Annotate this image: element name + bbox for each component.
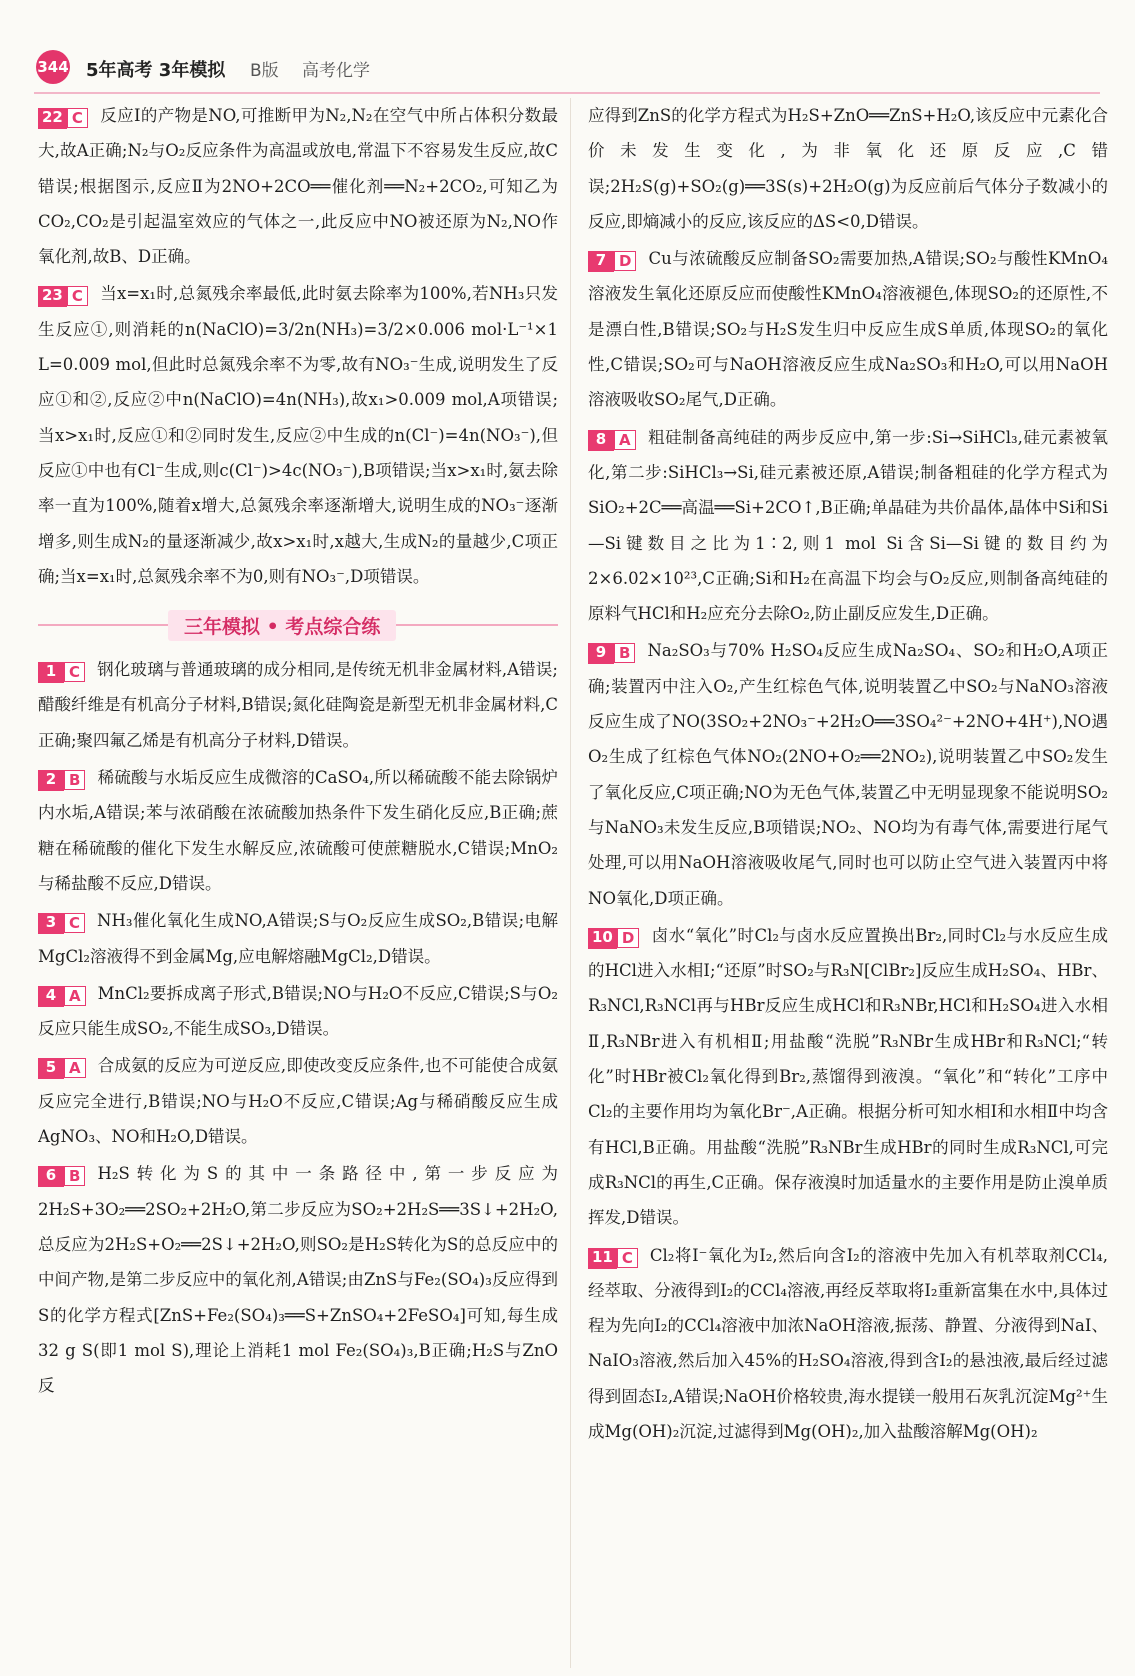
column-divider [570, 98, 571, 1668]
answer-item [38, 98, 558, 274]
page-header [32, 46, 1112, 86]
book-series: 5年高考 3年模拟 [86, 60, 226, 81]
answer-explanation: 卤水“氧化”时Cl₂与卤水反应置换出Br₂,同时Cl₂与水反应生成的HCl进入水相Ⅰ;“还原”时SO₂与R₃N[ClBr₂]反应生成H₂SO₄、HBr、R₃NCl,R₃NCl再与HBr反应生成HCl和R₃NBr,HCl和H₂SO₄进入水相Ⅱ,R₃NBr进入有机相Ⅱ;用盐酸“洗脱”R₃NBr生成HBr和R₃NCl;“转化”时HBr被Cl₂氧化得到Br₂,蒸馏得到液溴。“氧化”和“转化”工序中Cl₂的主要作用均为氧化Br⁻,A正确。根据分析可知水相Ⅰ和水相Ⅱ中均含有HCl,B正确。用盐酸“洗脱”R₃NBr生成HBr的同时生成R₃NCl,可完成R₃NCl的再生,C正确。保存液溴时加适量水的主要作用是防止溴单质挥发,D错误。 [588, 925, 1108, 1228]
question-tag [38, 1166, 85, 1187]
answer-item [38, 276, 558, 594]
question-number: 10 [588, 928, 617, 949]
answer-item [588, 241, 1108, 417]
question-tag [588, 643, 635, 664]
answer-letter: A [64, 986, 86, 1006]
answer-explanation: MnCl₂要拆成离子形式,B错误;NO与H₂O不反应,C错误;S与O₂反应只能生成SO₂,不能生成SO₃,D错误。 [38, 983, 558, 1039]
answer-item [38, 903, 558, 974]
answer-item [588, 918, 1108, 1236]
answer-item [588, 633, 1108, 915]
answer-letter: C [64, 662, 85, 682]
answer-explanation: 当x=x₁时,总氮残余率最低,此时氨去除率为100%,若NH₃只发生反应①,则消耗的n(NaClO)=3/2n(NH₃)=3/2×0.006 mol·L⁻¹×1 L=0.009 mol,但此时总氮残余率不为零,故有NO₃⁻生成,说明发生了反应①和②,反应②中n(NaClO)=4n(NH₃),故x₁>0.009 mol,A项错误;当x>x₁时,反应①和②同时发生,反应②中生成的n(Cl⁻)=4n(NO₃⁻),但反应①中也有Cl⁻生成,则c(Cl⁻)>4c(NO₃⁻),B项错误;当x>x₁时,氨去除率一直为100%,随着x增大,总氮残余率逐渐增大,说明生成的NO₃⁻逐渐增多,则生成N₂的量逐渐减少,故x>x₁时,x越大,生成N₂的量越少,C项正确;当x=x₁时,总氮残余率不为0,则有NO₃⁻,D项错误。 [38, 284, 558, 586]
answer-explanation: 钢化玻璃与普通玻璃的成分相同,是传统无机非金属材料,A错误;醋酸纤维是有机高分子材料,B错误;氮化硅陶瓷是新型无机非金属材料,C正确;聚四氟乙烯是有机高分子材料,D错误。 [38, 660, 558, 750]
answer-letter: A [64, 1058, 86, 1078]
question-number: 1 [38, 662, 64, 683]
answer-letter: C [67, 286, 88, 306]
question-number: 23 [38, 286, 67, 307]
question-number: 3 [38, 913, 64, 934]
question-number: 22 [38, 108, 67, 129]
answer-letter: C [67, 108, 88, 128]
answer-letter: B [64, 770, 85, 790]
answer-item [38, 652, 558, 758]
question-tag [588, 251, 636, 272]
answer-letter: C [617, 1248, 638, 1268]
page-number: 344 [36, 50, 70, 84]
answer-continuation: 应得到ZnS的化学方程式为H₂S+ZnO══ZnS+H₂O,该反应中元素化合价未发生变化,为非氧化还原反应,C错误;2H₂S(g)+SO₂(g)══3S(s)+2H₂O(g)为反应前后气体分子数减小的反应,即熵减小的反应,该反应的ΔS<0,D错误。 [588, 106, 1108, 231]
answer-letter: D [617, 928, 639, 948]
section-title: 三年模拟 • 考点综合练 [168, 610, 396, 641]
section-heading [38, 602, 558, 648]
question-tag [38, 286, 88, 307]
answer-item [588, 420, 1108, 632]
answer-item [38, 1048, 558, 1154]
question-number: 9 [588, 643, 614, 664]
question-tag [588, 1248, 638, 1269]
answer-item [588, 1238, 1108, 1450]
answer-explanation: 粗硅制备高纯硅的两步反应中,第一步:Si→SiHCl₃,硅元素被氧化,第二步:SiHCl₃→Si,硅元素被还原,A错误;制备粗硅的化学方程式为SiO₂+2C══高温══Si+2CO↑,B正确;单晶硅为共价晶体,晶体中Si和Si—Si键数目之比为1∶2,则1 mol Si含Si—Si键的数目约为2×6.02×10²³,C正确;Si和H₂在高温下均会与O₂反应,则制备高纯硅的原料气HCl和H₂应充分去除O₂,防止副反应发生,D正确。 [588, 427, 1108, 624]
answer-explanation: 稀硫酸与水垢反应生成微溶的CaSO₄,所以稀硫酸不能去除锅炉内水垢,A错误;苯与浓硝酸在浓硫酸加热条件下发生硝化反应,B正确;蔗糖在稀硫酸的催化下发生水解反应,浓硫酸可使蔗糖脱水,C错误;MnO₂与稀盐酸不反应,D错误。 [38, 768, 558, 893]
question-tag [38, 913, 85, 934]
question-tag [588, 430, 636, 451]
question-number: 6 [38, 1166, 64, 1187]
answer-explanation: 反应Ⅰ的产物是NO,可推断甲为N₂,N₂在空气中所占体积分数最大,故A正确;N₂与O₂反应条件为高温或放电,常温下不容易发生反应,故C错误;根据图示,反应Ⅱ为2NO+2CO══催化剂══N₂+2CO₂,可知乙为CO₂,CO₂是引起温室效应的气体之一,此反应中NO被还原为N₂,NO作氧化剂,故B、D正确。 [38, 106, 558, 267]
question-number: 11 [588, 1248, 617, 1269]
left-column [38, 98, 558, 1668]
question-tag [38, 770, 85, 791]
answer-letter: B [614, 643, 635, 663]
answer-letter: B [64, 1166, 85, 1186]
right-column [588, 98, 1108, 1668]
answer-explanation: H₂S转化为S的其中一条路径中,第一步反应为2H₂S+3O₂══2SO₂+2H₂O,第二步反应为SO₂+2H₂S══3S↓+2H₂O,总反应为2H₂S+O₂══2S↓+2H₂O,则SO₂是H₂S转化为S的总反应中的中间产物,是第二步反应中的氧化剂,A错误;由ZnS与Fe₂(SO₄)₃反应得到S的化学方程式[ZnS+Fe₂(SO₄)₃══S+ZnSO₄+2FeSO₄]可知,每生成32 g S(即1 mol S),理论上消耗1 mol Fe₂(SO₄)₃,B正确;H₂S与ZnO反 [38, 1164, 558, 1396]
question-number: 4 [38, 986, 64, 1007]
answer-letter: A [614, 430, 636, 450]
answer-explanation: Cu与浓硫酸反应制备SO₂需要加热,A错误;SO₂与酸性KMnO₄溶液发生氧化还原反应而使酸性KMnO₄溶液褪色,体现SO₂的还原性,不是漂白性,B错误;SO₂与H₂S发生归中反应生成S单质,体现SO₂的氧化性,C错误;SO₂可与NaOH溶液反应生成Na₂SO₃和H₂O,可以用NaOH溶液吸收SO₂尾气,D正确。 [588, 249, 1108, 410]
question-tag [588, 928, 639, 949]
answer-item [38, 976, 558, 1047]
answer-letter: D [614, 251, 636, 271]
answer-explanation: NH₃催化氧化生成NO,A错误;S与O₂反应生成SO₂,B错误;电解MgCl₂溶液得不到金属Mg,应电解熔融MgCl₂,D错误。 [38, 911, 558, 966]
question-tag [38, 662, 85, 683]
question-number: 2 [38, 770, 64, 791]
answer-letter: C [64, 913, 85, 933]
header-rule [34, 92, 1100, 94]
answer-explanation: Cl₂将I⁻氧化为I₂,然后向含I₂的溶液中先加入有机萃取剂CCl₄,经萃取、分液得到I₂的CCl₄溶液,再经反萃取将I₂重新富集在水中,具体过程为先向I₂的CCl₄溶液中加浓NaOH溶液,振荡、静置、分液得到NaI、NaIO₃溶液,然后加入45%的H₂SO₄溶液,得到含I₂的悬浊液,最后经过滤得到固态I₂,A错误;NaOH价格较贵,海水提镁一般用石灰乳沉淀Mg²⁺生成Mg(OH)₂沉淀,过滤得到Mg(OH)₂,加入盐酸溶解Mg(OH)₂ [588, 1245, 1108, 1441]
question-tag [38, 986, 86, 1007]
question-tag [38, 1058, 86, 1079]
book-subject: 高考化学 [302, 61, 370, 81]
answer-item [38, 1156, 558, 1403]
question-number: 7 [588, 251, 614, 272]
question-number: 8 [588, 430, 614, 451]
question-number: 5 [38, 1058, 64, 1079]
answer-explanation: 合成氨的反应为可逆反应,即使改变反应条件,也不可能使合成氨反应完全进行,B错误;NO与H₂O不反应,C错误;Ag与稀硝酸反应生成AgNO₃、NO和H₂O,D错误。 [38, 1056, 558, 1147]
answer-item [38, 760, 558, 901]
question-tag [38, 108, 88, 129]
answer-explanation: Na₂SO₃与70% H₂SO₄反应生成Na₂SO₄、SO₂和H₂O,A项正确;装置丙中注入O₂,产生红棕色气体,说明装置乙中SO₂与NaNO₃溶液反应生成了NO(3SO₂+2NO₃⁻+2H₂O══3SO₄²⁻+2NO+4H⁺),NO遇O₂生成了红棕色气体NO₂(2NO+O₂══2NO₂),说明装置乙中SO₂发生了氧化反应,C项正确;NO为无色气体,装置乙中无明显现象不能说明SO₂与NaNO₃未发生反应,B项错误;NO₂、NO均为有毒气体,需要进行尾气处理,可以用NaOH溶液吸收尾气,同时也可以防止空气进入装置丙中将NO氧化,D项正确。 [588, 641, 1108, 908]
book-edition: B版 [250, 61, 279, 81]
